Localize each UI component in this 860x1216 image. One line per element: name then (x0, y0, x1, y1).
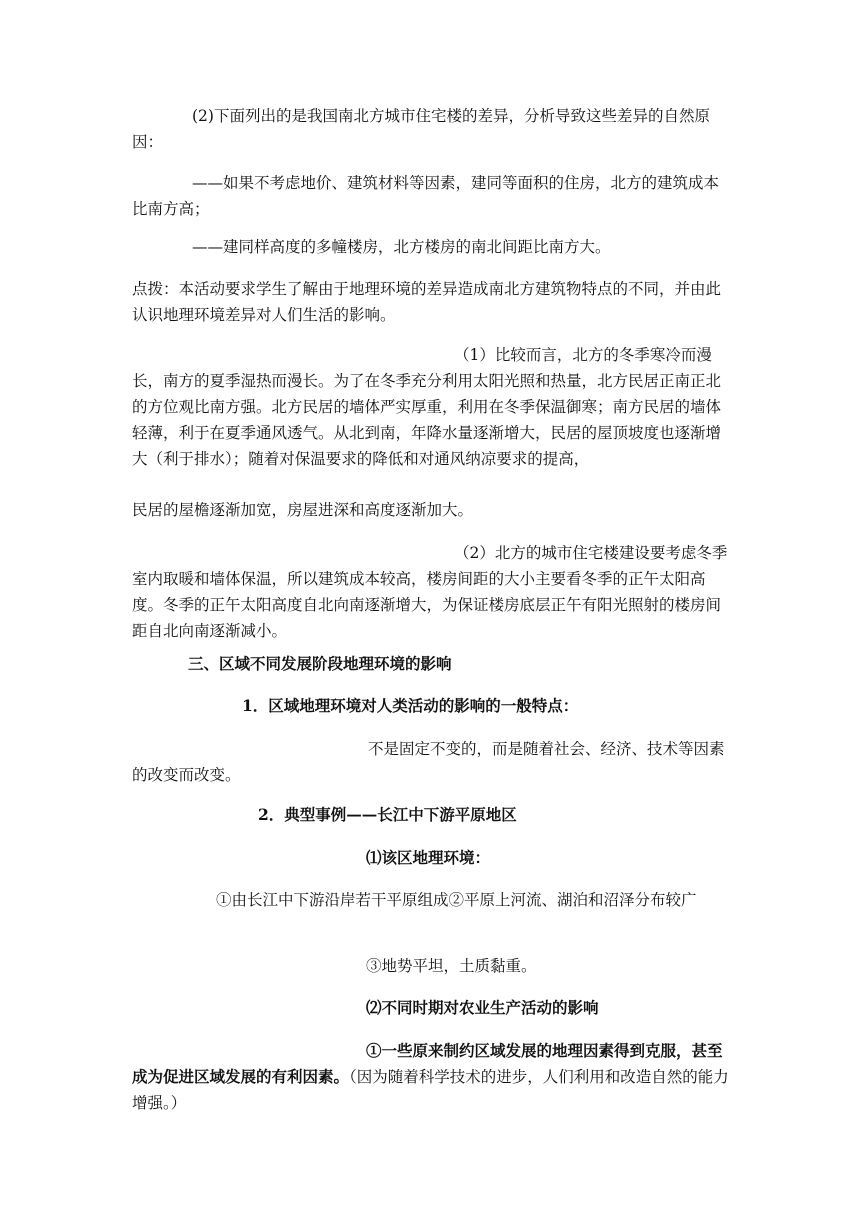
hint-paragraph: 点拨：本活动要求学生了解由于地理环境的差异造成南北方建筑物特点的不同，并由此认识地理环境差异对人们生活的影响。 (132, 280, 722, 324)
environment-text-3: ③地势平坦，土质黏重。 (366, 957, 537, 975)
environment-heading: ⑴该区地理环境： (366, 848, 491, 867)
impact-point-note: （因为随着科学技术的进步，人们利用和改造自然的能力增强。） (132, 1068, 729, 1112)
answer-1-continued: 民居的屋檐逐渐加宽，房屋进深和高度逐渐加大。 (132, 501, 474, 519)
impact-paragraph (132, 1038, 732, 1116)
section-heading: 三、区域不同发展阶段地理环境的影响 (188, 654, 452, 673)
question-paragraph: (2)下面列出的是我国南北方城市住宅楼的差异，分析导致这些差异的自然原因： (132, 107, 710, 151)
impact-heading: ⑵不同时期对农业生产活动的影响 (366, 998, 599, 1017)
subheading-2: 2．典型事例——长江中下游平原地区 (258, 805, 517, 824)
environment-text: ①由长江中下游沿岸若干平原组成②平原上河流、湖泊和沼泽分布较广 (216, 891, 697, 909)
answer-1-paragraph: （1）比较而言，北方的冬季寒冷而漫长，南方的夏季湿热而漫长。为了在冬季充分利用太阳光照和热量，北方民居正南正北的方位观比南方强。北方民居的墙体严实厚重，利用在冬季保温御寒；南方民居的墙体轻薄，利于在夏季通风透气。从北到南，年降水量逐渐增大，民居的屋顶坡度也逐渐增大（利于排水）；随着对保温要求的降低和对通风纳凉要求的提高， (132, 346, 722, 468)
subheading-1-text: 不是固定不变的，而是随着社会、经济、技术等因素的改变而改变。 (132, 740, 725, 784)
difference-item-2: ——建同样高度的多幢楼房，北方楼房的南北间距比南方大。 (192, 238, 611, 256)
impact-point-bold: ①一些原来制约区域发展的地理因素得到克服，甚至成为促进区域发展的有利因素。 (132, 1041, 723, 1086)
subheading-1: 1．区域地理环境对人类活动的影响的一般特点： (242, 696, 579, 715)
answer-2-paragraph: （2）北方的城市住宅楼建设要考虑冬季室内取暖和墙体保温，所以建筑成本较高，楼房间距的大小主要看冬季的正午太阳高度。冬季的正午太阳高度自北向南逐渐增大，为保证楼房底层正午有阳光照射的楼房间距自北向南逐渐减小。 (132, 544, 728, 640)
difference-item-1: ——如果不考虑地价、建筑材料等因素，建同等面积的住房，北方的建筑成本比南方高； (132, 174, 720, 218)
